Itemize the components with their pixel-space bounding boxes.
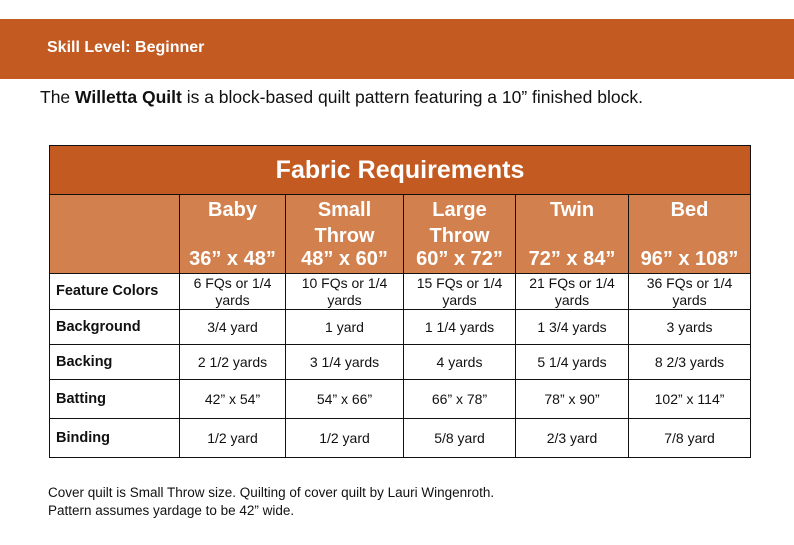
skill-level-banner xyxy=(0,19,794,79)
footnote xyxy=(48,484,494,520)
row-label: Background xyxy=(50,310,180,345)
table-cell: 15 FQs or 1/4 yards xyxy=(404,274,516,310)
table-title-row xyxy=(50,146,751,195)
table-cell: 1/2 yard xyxy=(286,419,404,458)
skill-level-text: Skill Level: Beginner xyxy=(47,39,205,56)
size-header-large-throw xyxy=(404,195,516,274)
table-cell: 42” x 54” xyxy=(180,380,286,419)
table-cell: 54” x 66” xyxy=(286,380,404,419)
table-title: Fabric Requirements xyxy=(50,146,751,195)
table-cell: 5 1/4 yards xyxy=(516,345,629,380)
table-cell: 3/4 yard xyxy=(180,310,286,345)
row-label: Feature Colors xyxy=(50,274,180,310)
fabric-requirements-table xyxy=(49,145,751,458)
table-cell: 1 yard xyxy=(286,310,404,345)
table-cell: 8 2/3 yards xyxy=(629,345,751,380)
table-cell: 66” x 78” xyxy=(404,380,516,419)
table-cell: 5/8 yard xyxy=(404,419,516,458)
size-dimensions: 48” x 60” xyxy=(301,248,388,270)
size-dimensions: 60” x 72” xyxy=(416,248,503,270)
row-label: Backing xyxy=(50,345,180,380)
intro-paragraph xyxy=(40,87,643,108)
header-corner-cell xyxy=(50,195,180,274)
table-cell: 2/3 yard xyxy=(516,419,629,458)
table-cell: 10 FQs or 1/4 yards xyxy=(286,274,404,310)
size-header-twin xyxy=(516,195,629,274)
table-cell: 21 FQs or 1/4 yards xyxy=(516,274,629,310)
size-header-small-throw xyxy=(286,195,404,274)
size-header-row xyxy=(50,195,751,274)
table-row-binding xyxy=(50,419,751,458)
table-cell: 6 FQs or 1/4 yards xyxy=(180,274,286,310)
table-row-background xyxy=(50,310,751,345)
size-name: Large Throw xyxy=(429,199,490,247)
table-cell: 102” x 114” xyxy=(629,380,751,419)
table-cell: 1 3/4 yards xyxy=(516,310,629,345)
size-dimensions: 96” x 108” xyxy=(640,248,739,270)
footnote-line-1: Cover quilt is Small Throw size. Quilting of cover quilt by Lauri Wingenroth. xyxy=(48,485,495,500)
row-label: Batting xyxy=(50,380,180,419)
footnote-line-2: Pattern assumes yardage to be 42” wide. xyxy=(48,503,295,518)
intro-prefix: The xyxy=(40,87,76,107)
table-cell: 1 1/4 yards xyxy=(404,310,516,345)
table-cell: 3 1/4 yards xyxy=(286,345,404,380)
quilt-name: Willetta Quilt xyxy=(75,87,182,107)
row-label: Binding xyxy=(50,419,180,458)
intro-suffix: is a block-based quilt pattern featuring a 10” finished block. xyxy=(181,87,643,107)
size-name: Twin xyxy=(549,199,595,221)
table-cell: 3 yards xyxy=(629,310,751,345)
size-dimensions: 72” x 84” xyxy=(528,248,616,270)
table-row-feature-colors xyxy=(50,274,751,310)
table-cell: 7/8 yard xyxy=(629,419,751,458)
size-dimensions: 36” x 48” xyxy=(189,248,276,270)
size-header-baby xyxy=(180,195,286,274)
table-cell: 4 yards xyxy=(404,345,516,380)
size-name: Bed xyxy=(670,199,709,221)
size-name: Baby xyxy=(208,199,257,221)
table-row-backing xyxy=(50,345,751,380)
table-cell: 2 1/2 yards xyxy=(180,345,286,380)
table-cell: 1/2 yard xyxy=(180,419,286,458)
table-cell: 36 FQs or 1/4 yards xyxy=(629,274,751,310)
size-name: Small Throw xyxy=(314,199,375,247)
table-cell: 78” x 90” xyxy=(516,380,629,419)
size-header-bed xyxy=(629,195,751,274)
table-row-batting xyxy=(50,380,751,419)
